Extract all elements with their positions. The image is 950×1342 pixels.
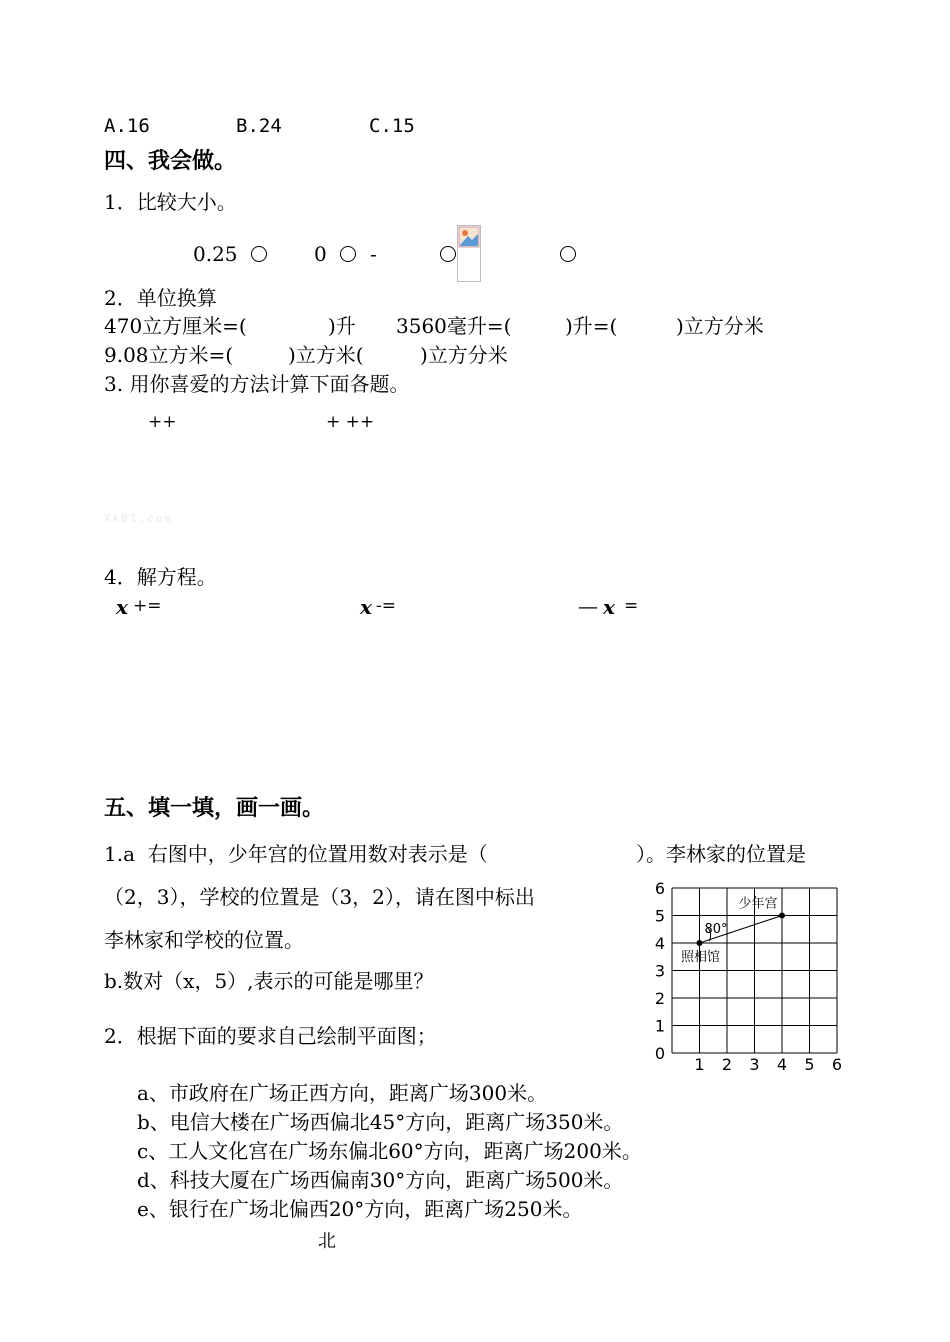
north-label: 北: [318, 1231, 336, 1252]
req-item-b: b、电信大楼在广场西偏北45°方向，距离广场350米。: [137, 1110, 624, 1134]
y-tick-label: 2: [654, 989, 665, 1008]
req-item-d: d、科技大厦在广场西偏南30°方向，距离广场500米。: [137, 1168, 624, 1192]
y-tick-label: 5: [654, 906, 665, 926]
compare-left-1: 0.25: [193, 242, 238, 266]
compare-circle-2[interactable]: [340, 246, 356, 262]
req-item-a: a、市政府在广场正西方向，距离广场300米。: [137, 1081, 548, 1105]
eq3: =: [624, 596, 639, 616]
y-tick-label: 6: [654, 879, 665, 898]
calc-expr-2: + ++: [326, 412, 375, 432]
q2-label: 2．单位换算: [104, 286, 217, 310]
angle-label: 80°: [704, 922, 728, 937]
choice-c: C.15: [369, 115, 415, 137]
s5-q1-line1-end: ）。李林家的位置是: [636, 842, 806, 866]
compare-circle-4[interactable]: [560, 246, 576, 262]
eq2: -=: [376, 596, 396, 616]
compare-left-2: 0: [314, 242, 327, 266]
compare-circle-3[interactable]: [440, 246, 456, 262]
conv-2b: )立方米(: [288, 343, 364, 367]
conv-1b: )升: [328, 314, 356, 338]
eq3-var: x: [603, 595, 615, 619]
point-label-palace: 少年宫: [738, 896, 778, 912]
conv-1d: )升=(: [565, 314, 618, 338]
conv-1e: )立方分米: [676, 314, 764, 338]
eq2-var: x: [360, 595, 372, 619]
eq1-var: x: [116, 595, 128, 619]
compare-circle-1[interactable]: [251, 246, 267, 262]
compare-dash: -: [370, 242, 377, 266]
eq1: +=: [133, 596, 162, 616]
point-label-studio: 照相馆: [680, 950, 721, 965]
choice-b: B.24: [236, 115, 282, 137]
y-tick-label: 4: [654, 934, 665, 953]
watermark: XkB1.com: [104, 512, 173, 525]
eq3-prefix: —: [578, 594, 598, 618]
section4-title: 四、我会做。: [104, 149, 237, 174]
req-item-c: c、工人文化宫在广场东偏北60°方向，距离广场200米。: [137, 1139, 642, 1163]
s5-q2-label: 2．根据下面的要求自己绘制平面图；: [104, 1024, 437, 1048]
y-tick-label: 0: [654, 1044, 665, 1063]
coordinate-grid: [650, 879, 850, 1080]
conv-2a: 9.08立方米=(: [104, 343, 234, 367]
grid-point: [697, 940, 703, 946]
s5-q1-line2: （2，3），学校的位置是（3，2），请在图中标出: [104, 885, 535, 909]
y-tick-label: 1: [654, 1016, 665, 1036]
x-tick-label: 5: [804, 1055, 815, 1074]
x-tick-label: 4: [776, 1055, 788, 1074]
choice-a: A.16: [104, 115, 150, 137]
q3-label: 3. 用你喜爱的方法计算下面各题。: [104, 372, 410, 396]
conv-1c: 3560毫升=(: [396, 314, 512, 338]
calc-expr-1: ++: [148, 412, 177, 432]
conv-2c: )立方分米: [420, 343, 508, 367]
x-tick-label: 3: [749, 1055, 760, 1074]
conv-1a: 470立方厘米=(: [104, 314, 247, 338]
grid-point: [779, 913, 785, 919]
req-item-e: e、银行在广场北偏西20°方向，距离广场250米。: [137, 1197, 583, 1221]
s5-q1-line3: 李林家和学校的位置。: [104, 928, 304, 952]
x-tick-label: 2: [721, 1055, 733, 1074]
x-tick-label: 1: [694, 1055, 705, 1074]
s5-q1-b: b.数对（x，5）,表示的可能是哪里？: [104, 969, 434, 993]
q4-label: 4．解方程。: [104, 565, 217, 589]
q1-label: 1．比较大小。: [104, 190, 237, 214]
broken-image-icon: [457, 225, 481, 282]
s5-q1-line1: 1.a 右图中，少年宫的位置用数对表示是（: [104, 842, 488, 866]
section5-title: 五、填一填，画一画。: [104, 796, 325, 821]
y-tick-label: 3: [654, 961, 665, 981]
x-tick-label: 6: [831, 1055, 843, 1074]
